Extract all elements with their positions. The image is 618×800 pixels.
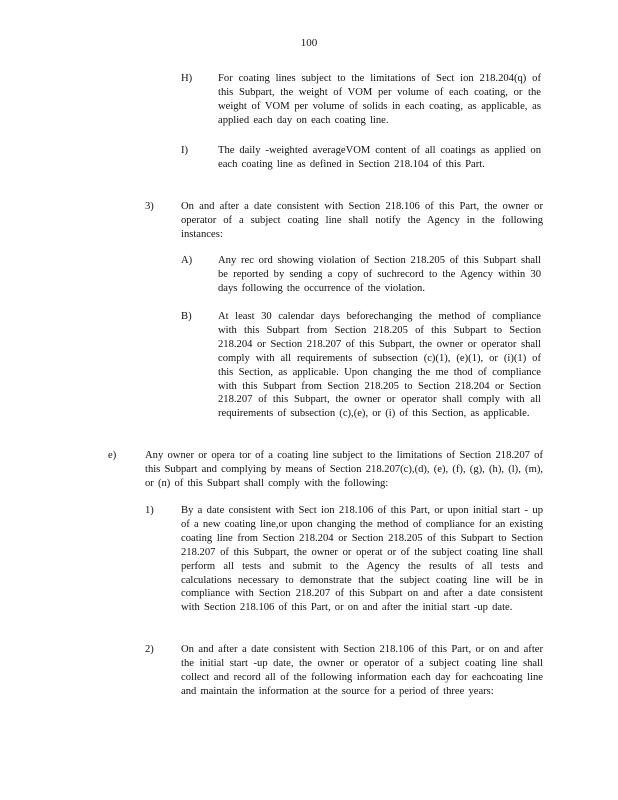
paragraph-text: On and after a date consistent with Section 218.106 of this Part, the owner or operator of a subject coating line shall notify the Agency in the following instances: (181, 201, 543, 240)
subsection-text: At least 30 calendar days beforechanging the method of compliance with this Subpart from Section 218.205 of this Subpart to Section 218.204 or Section 218.207 of this Subpart, the owner or operator shall comply with all requirements of subsection (c)(1), (e)(1), or (i)(1) of this Section, as applicable. Upon changing the me thod of compliance with this Subpart from Section 218.205 to Section 218.204 or Section 218.207 of this Subpart, the owner or operator shall comply with all requirements of subsection (c),(e), or (i) of this Section, as applicable. (218, 311, 541, 420)
subsection-label: H) (181, 73, 193, 84)
subsection-label: B) (181, 311, 192, 322)
paragraph-label: 2) (145, 644, 154, 655)
paragraph-text: On and after a date consistent with Section 218.106 of this Part, or on and after the initial start -up date, the owner or operator of a subject coating line shall collect and record all of the following information each day for eachcoating line and maintain the information at the source for a period of three years: (181, 644, 543, 697)
paragraph-label: 1) (145, 505, 154, 516)
paragraph-label: 3) (145, 201, 154, 212)
subsection-label: A) (181, 255, 193, 266)
subsection-text: Any owner or opera tor of a coating line subject to the limitations of Section 218.207 of this Subpart and complying by means of Section 218.207(c),(d), (e), (f), (g), (h), (l), (m), or (n) of this Subpart shall comply with the following: (145, 450, 543, 489)
paragraph-text: By a date consistent with Sect ion 218.106 of this Part, or upon initial start - up of a new coating line,or upon changing the method of compliance for an existing coating line from Section 218.204 or Section 218.205 of this Subpart to Section 218.207 of this Subpart, the owner or operat or of the subject coating line shall perform all tests and submit to the Agency the results of all tests and calculations necessary to demonstrate that the subject coating line will be in compliance with Section 218.207 of this Subpart on and after a date consistent with Section 218.106 of this Part, or on and after the initial start -up date. (181, 505, 543, 614)
subsection-text: For coating lines subject to the limitations of Sect ion 218.204(q) of this Subpart, the weight of VOM per volume of each coating, or the weight of VOM per volume of solids in each coating, as applicable, as applied each day on each coating line. (218, 73, 541, 126)
page-number: 100 (300, 37, 318, 49)
subsection-label: I) (181, 145, 189, 156)
subsection-text: Any rec ord showing violation of Section 218.205 of this Subpart shall be reported by sending a copy of suchrecord to the Agency within 30 days following the occurrence of the violation. (218, 255, 541, 294)
subsection-text: The daily -weighted averageVOM content of all coatings as applied on each coating line as defined in Section 218.104 of this Part. (218, 145, 541, 170)
subsection-label: e) (108, 450, 117, 461)
